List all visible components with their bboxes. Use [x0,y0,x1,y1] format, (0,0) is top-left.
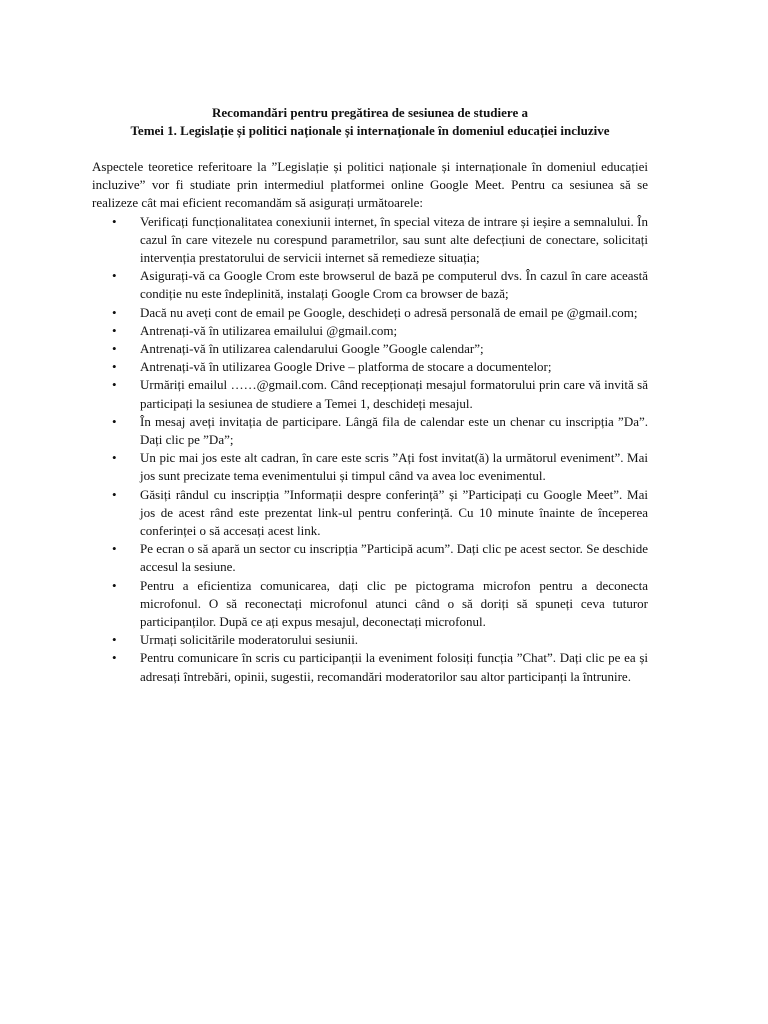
list-item-text: Pentru comunicare în scris cu participanții la eveniment folosiți funcția ”Chat”. Dați clic pe ea și adresați întrebări, opinii, sugestii, recomandări moderatorilor sau altor participanți la întrunire. [140,650,648,684]
list-item-text: Găsiți rândul cu inscripția ”Informații despre conferință” și ”Participați cu Google Meet”. Mai jos de acest rând este prezentat link-ul pentru conferință. Cu 10 minute înainte de începerea conferinței o să accesați acest link. [140,486,648,539]
list-item [92,213,648,268]
bullet-icon: • [112,450,117,466]
list-item-text: În mesaj aveți invitația de participare. Lângă fila de calendar este un chenar cu inscripția ”Da”. Dați clic pe ”Da”; [140,413,648,448]
list-item [92,267,648,303]
list-item [92,304,648,322]
list-item-text: Urmăriți emailul ……@gmail.com. Când recepționați mesajul formatorului prin care vă invită să participați la sesiunea de studiere a Temei 1, deschideți mesajul. [140,377,648,411]
list-item [92,340,648,358]
document-title [92,104,648,140]
bullet-icon: • [112,541,117,557]
title-line-2: Temei 1. Legislație și politici naționale și internaționale în domeniul educației incluzive [130,123,610,138]
bullet-icon: • [112,359,117,375]
list-item [92,486,648,541]
list-item [92,540,648,576]
bullet-icon: • [112,304,117,320]
list-item-text: Verificați funcționalitatea conexiunii internet, în special viteza de intrare și ieșire a semnalului. În cazul în care vitezele nu corespund parametrilor, sau sunt alte defecțiuni de conectare, solicitați intervenția prestatorului de servicii internet să remedieze situația; [140,213,648,266]
list-item [92,413,648,449]
bullet-icon: • [112,413,117,429]
list-item-text: Dacă nu aveți cont de email pe Google, deschideți o adresă personală de email pe @gmail.com; [140,304,638,320]
list-item [92,577,648,632]
bullet-icon: • [112,377,117,393]
list-item [92,649,648,685]
document-page [92,104,648,686]
intro-paragraph: Aspectele teoretice referitoare la ”Legislație și politici naționale și internaționale în domeniul educației incluzive” vor fi studiate prin intermediul platformei online Google Meet. Pentru ca sesiunea să se realizeze cât mai eficient recomandăm să asigurați următoarele: [92,159,648,211]
list-item-text: Un pic mai jos este alt cadran, în care este scris ”Ați fost invitat(ă) la următorul eveniment”. Mai jos sunt precizate tema evenimentului și timpul când va avea loc evenimentul. [140,450,648,484]
list-item-text: Asigurați-vă ca Google Crom este browserul de bază pe computerul dvs. În cazul în care această condiție nu este îndeplinită, instalați Google Crom ca browser de bază; [140,268,648,302]
list-item [92,322,648,340]
bullet-icon: • [112,213,117,229]
list-item-text: Urmați solicitările moderatorului sesiunii. [140,632,359,648]
list-item-text: Antrenați-vă în utilizarea emailului @gmail.com; [140,322,398,338]
list-item [92,449,648,485]
bullet-icon: • [112,341,117,357]
list-item [92,358,648,376]
recommendations-list [92,213,648,686]
list-item-text: Pentru a eficientiza comunicarea, dați clic pe pictograma microfon pentru a deconecta microfonul. O să reconectați microfonul atunci când o să doriți să spuneți ceva tuturor participanților. După ce ați expus mesajul, deconectați microfonul. [140,577,648,630]
bullet-icon: • [112,322,117,338]
list-item-text: Antrenați-vă în utilizarea Google Drive – platforma de stocare a documentelor; [140,359,552,375]
bullet-icon: • [112,632,117,648]
list-item [92,631,648,649]
title-line-1: Recomandări pentru pregătirea de sesiunea de studiere a [212,105,528,120]
bullet-icon: • [112,268,117,284]
bullet-icon: • [112,577,117,593]
list-item-text: Pe ecran o să apară un sector cu inscripția ”Participă acum”. Dați clic pe acest sector. Se deschide accesul la sesiune. [140,541,648,575]
list-item-text: Antrenați-vă în utilizarea calendarului Google ”Google calendar”; [140,341,484,357]
list-item [92,376,648,412]
bullet-icon: • [112,486,117,502]
bullet-icon: • [112,650,117,666]
